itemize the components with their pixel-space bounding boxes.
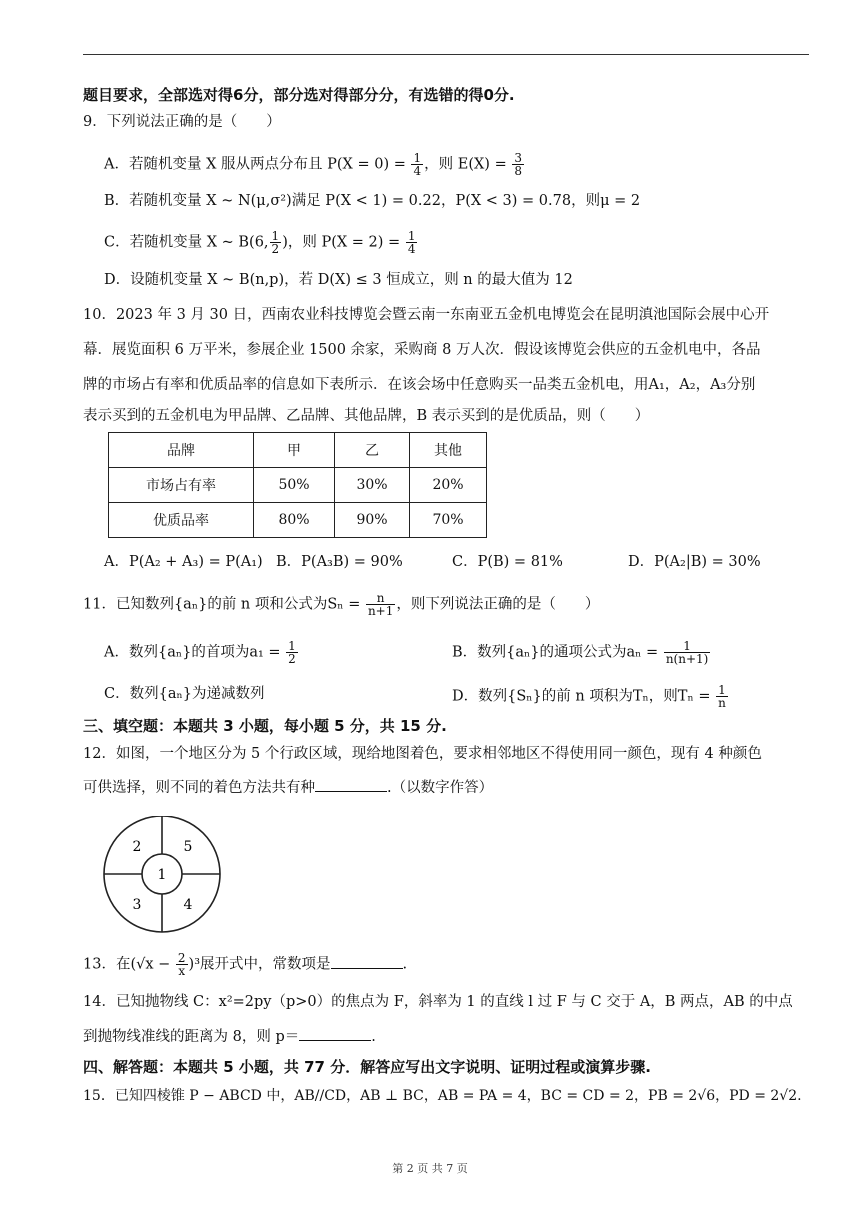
q11-option-a: A．数列{aₙ}的首项为a₁ = $\frac{1}{2}$ [104,639,296,666]
fraction: $\frac{1}{2}$ [271,229,280,256]
table-cell: 20% [410,468,487,503]
q10-line-3: 牌的市场占有率和优质品率的信息如下表所示．在该会场中任意购买一品类五金机电，用A₁，A₂，A₃分别 [83,377,756,393]
table-cell: 市场占有率 [109,468,254,503]
region-label: 5 [183,839,193,855]
q9-option-a: A．若随机变量 X 服从两点分布且 P(X = 0) = $\frac{1}{4}$ ，则 E(X) = $\frac{3}{8}$ [104,151,522,178]
table-cell: 70% [410,503,487,538]
table-cell: 优质品率 [109,503,254,538]
region-label: 1 [157,867,167,883]
fraction: $\frac{1}{4}$ [413,151,422,178]
brand-table [108,432,487,538]
table-row [109,503,487,538]
q10-option-d: D．P(A₂|B) = 30% [628,554,761,570]
q10-option-c: C．P(B) = 81% [452,554,563,570]
q10-option-a: A．P(A₂ + A₃) = P(A₁) [104,554,263,570]
region-map-figure [102,816,222,936]
section-3-heading: 三、填空题：本题共 3 小题，每小题 5 分，共 15 分. [83,717,447,735]
fraction: $\frac{3}{8}$ [514,151,522,178]
q15: 15．已知四棱锥 P − ABCD 中，AB//CD，AB ⊥ BC，AB = PA = 4，BC = CD = 2，PB = 2√6，PD = 2√2. [83,1088,802,1104]
fraction: $\frac{n}{n+1}$ [367,591,394,618]
q12-line-1: 12．如图，一个地区分为 5 个行政区域，现给地图着色，要求相邻地区不得使用同一颜色，现有 4 种颜色 [83,746,762,762]
q11-stem: 11．已知数列{aₙ}的前 n 项和公式为Sₙ = $\frac{n}{n+1}$ ，则下列说法正确的是（ ） [83,591,600,618]
q9-stem: 9．下列说法正确的是（ ） [83,114,281,130]
table-header-cell: 品牌 [109,433,254,468]
q12-line-2: 可供选择，则不同的着色方法共有种 .（以数字作答） [83,777,493,798]
table-header-cell: 乙 [335,433,410,468]
region-label: 3 [132,897,142,913]
q14-line-1: 14．已知抛物线 C：x²=2py（p>0）的焦点为 F，斜率为 1 的直线 l 过 F 与 C 交于 A，B 两点，AB 的中点 [83,994,793,1010]
region-label: 4 [183,897,193,913]
table-header-cell: 其他 [410,433,487,468]
table-header-row [109,433,487,468]
answer-blank [299,1026,371,1041]
scoring-note: 题目要求，全部选对得6分，部分选对得部分分，有选错的得0分. [83,86,515,104]
table-row [109,468,487,503]
q9-option-b: B．若随机变量 X ~ N(μ,σ²)满足 P(X < 1) = 0.22，P(X < 3) = 0.78，则μ = 2 [104,193,641,209]
fraction: $\frac{1}{n}$ [718,683,726,710]
table-header-cell: 甲 [254,433,335,468]
q10-line-2: 幕．展览面积 6 万平米，参展企业 1500 余家，采购商 8 万人次．假设该博览会供应的五金机电中，各品 [83,342,761,358]
fraction: $\frac{1}{4}$ [407,229,416,256]
q11-option-b: B．数列{aₙ}的通项公式为aₙ = $\frac{1}{n(n+1)}$ [452,639,709,666]
table-cell: 90% [335,503,410,538]
section-4-heading: 四、解答题：本题共 5 小题，共 77 分．解答应写出文字说明、证明过程或演算步骤. [83,1058,651,1076]
q11-option-c: C．数列{aₙ}为递减数列 [104,686,265,702]
fraction: $\frac{1}{2}$ [288,639,296,666]
answer-blank [331,954,403,969]
q9-option-c: C．若随机变量 X ~ B(6, $\frac{1}{2}$ )，则 P(X = 2) = $\frac{1}{4}$ [104,229,416,256]
table-cell: 80% [254,503,335,538]
table-cell: 30% [335,468,410,503]
fraction: $\frac{1}{n(n+1)}$ [665,639,709,666]
answer-blank [315,777,387,792]
q11-option-d: D．数列{Sₙ}的前 n 项积为Tₙ，则Tₙ = $\frac{1}{n}$ [452,683,726,710]
q10-line-1: 10．2023 年 3 月 30 日，西南农业科技博览会暨云南一东南亚五金机电博览会在昆明滇池国际会展中心开 [83,307,770,323]
q13: 13．在(√x − $\frac{2}{x}$ )³展开式中，常数项是 . [83,951,408,978]
page-footer: 第 2 页 共 7 页 [392,1162,468,1175]
q9-option-d: D．设随机变量 X ~ B(n,p)，若 D(X) ≤ 3 恒成立，则 n 的最大值为 12 [104,272,573,288]
header-rule [83,54,809,55]
q14-line-2: 到抛物线准线的距离为 8，则 p＝ . [83,1026,376,1047]
table-cell: 50% [254,468,335,503]
region-label: 2 [132,839,142,855]
fraction: $\frac{2}{x}$ [177,951,186,978]
q10-option-b: B．P(A₃B) = 90% [276,554,403,570]
q10-line-4: 表示买到的五金机电为甲品牌、乙品牌、其他品牌，B 表示买到的是优质品，则（ ） [83,408,650,424]
